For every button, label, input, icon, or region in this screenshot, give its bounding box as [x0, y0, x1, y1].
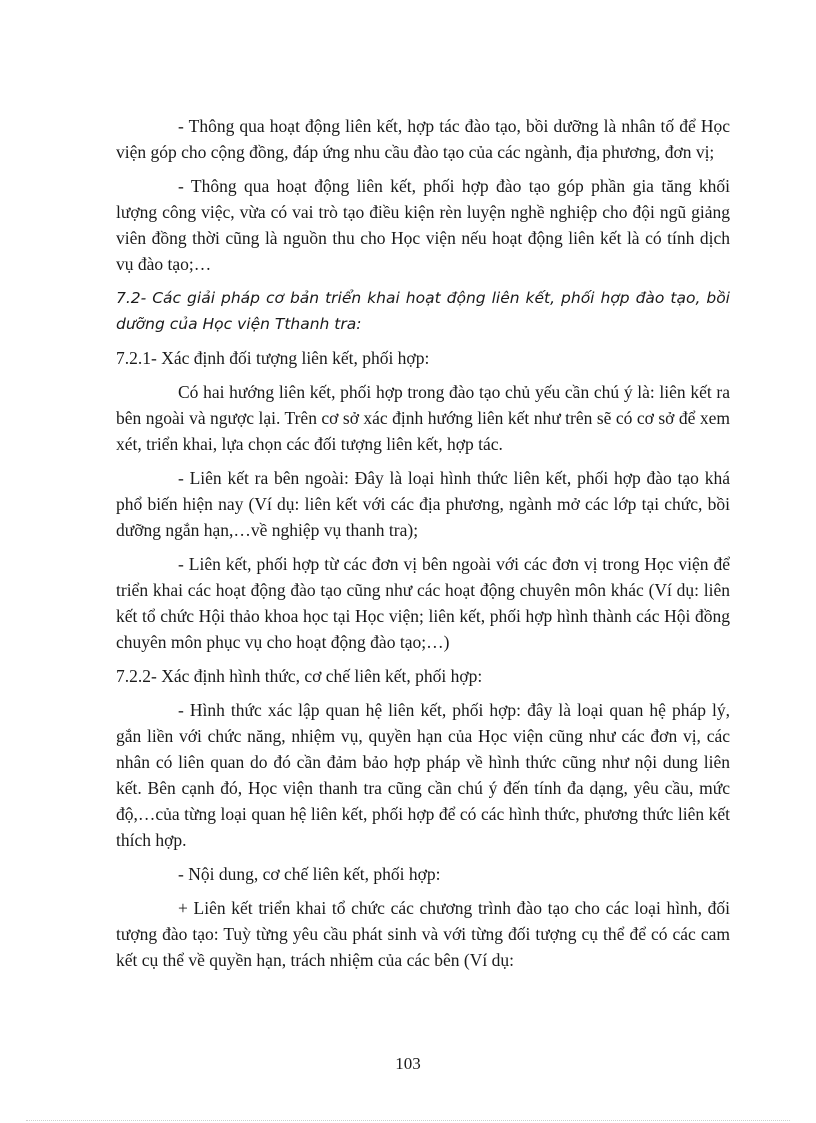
paragraph: - Thông qua hoạt động liên kết, phối hợp đào tạo góp phần gia tăng khối lượng công việc, vừa có vai trò tạo điều kiện rèn luyện nghề nghiệp cho đội ngũ giảng viên đồng thời cũng là nguồn thu cho Học viện nếu hoạt động liên kết là có tính dịch vụ đào tạo;… — [116, 176, 730, 274]
paragraph: - Liên kết, phối hợp từ các đơn vị bên ngoài với các đơn vị trong Học viện để triển khai các hoạt động đào tạo cũng như các hoạt động chuyên môn khác (Ví dụ: liên kết tổ chức Hội thảo khoa học tại Học viện; liên kết, phối hợp hình thành các Hội đồng chuyên môn phục vụ cho hoạt động đào tạo;…) — [116, 554, 730, 652]
paragraph: + Liên kết triển khai tổ chức các chương trình đào tạo cho các loại hình, đối tượng đào tạo: Tuỳ từng yêu cầu phát sinh và với từng đối tượng cụ thể để có các cam kết cụ thể về quyền hạn, trách nhiệm của các bên (Ví dụ: — [116, 898, 730, 970]
paragraph: - Liên kết ra bên ngoài: Đây là loại hình thức liên kết, phối hợp đào tạo khá phổ biến hiện nay (Ví dụ: liên kết với các địa phương, ngành mở các lớp tại chức, bồi dưỡng ngắn hạn,…về nghiệp vụ thanh tra); — [116, 468, 730, 540]
page-number: 103 — [395, 1054, 421, 1073]
page-bottom-divider — [26, 1120, 790, 1121]
body-text — [116, 113, 730, 981]
paragraph: - Thông qua hoạt động liên kết, hợp tác đào tạo, bồi dưỡng là nhân tố để Học viện góp cho cộng đồng, đáp ứng nhu cầu đào tạo của các ngành, địa phương, đơn vị; — [116, 116, 730, 162]
subsection-heading-7-2-1: 7.2.1- Xác định đối tượng liên kết, phối hợp: — [116, 348, 430, 368]
paragraph: - Nội dung, cơ chế liên kết, phối hợp: — [178, 864, 441, 884]
paragraph: Có hai hướng liên kết, phối hợp trong đào tạo chủ yếu cần chú ý là: liên kết ra bên ngoài và ngược lại. Trên cơ sở xác định hướng liên kết như trên sẽ có cơ sở để xem xét, triển khai, lựa chọn các đối tượng liên kết, hợp tác. — [116, 382, 730, 454]
paragraph: - Hình thức xác lập quan hệ liên kết, phối hợp: đây là loại quan hệ pháp lý, gắn liền với chức năng, nhiệm vụ, quyền hạn của Học viện cũng như các đơn vị, các nhân có liên quan do đó cần đảm bảo hợp pháp về hình thức cũng như nội dung liên kết. Bên cạnh đó, Học viện thanh tra cũng cần chú ý đến tính đa dạng, yêu cầu, mức độ,…của từng loại quan hệ liên kết, phối hợp để có các hình thức, phương thức liên kết thích hợp. — [116, 700, 730, 850]
subsection-heading-7-2-2: 7.2.2- Xác định hình thức, cơ chế liên kết, phối hợp: — [116, 666, 483, 686]
section-heading-7-2: 7.2- Các giải pháp cơ bản triển khai hoạt động liên kết, phối hợp đào tạo, bồi dưỡng của Học viện Tthanh tra: — [116, 289, 730, 333]
